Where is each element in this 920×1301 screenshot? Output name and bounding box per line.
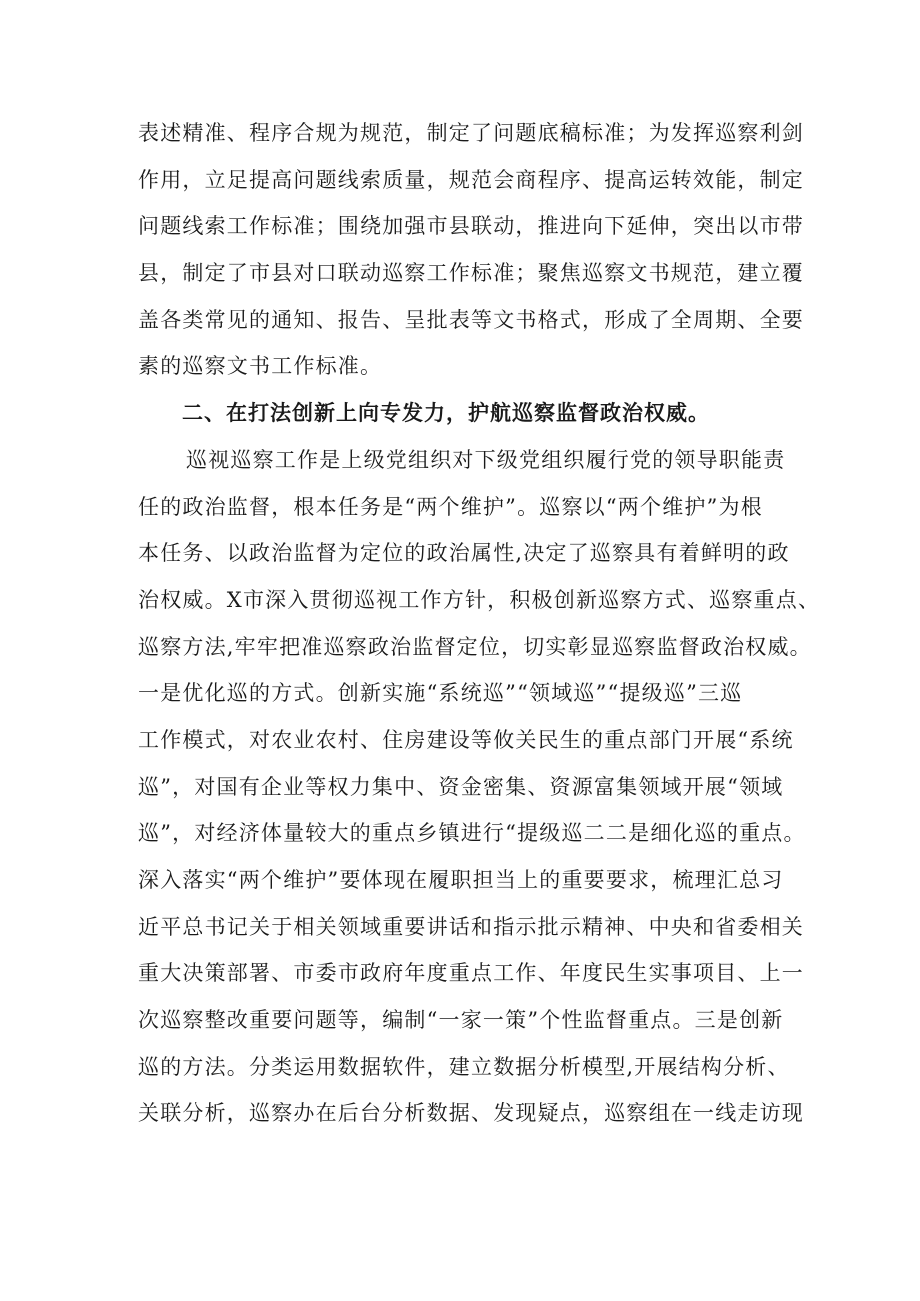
- paragraph-line: 任的政治监督，根本任务是“两个维护”。巡察以“两个维护”为根: [138, 494, 763, 519]
- paragraph-line: 治权威。X市深入贯彻巡视工作方针，积极创新巡察方式、巡察重点、: [138, 587, 821, 612]
- paragraph-line: 巡”，对国有企业等权力集中、资金密集、资源富集领域开展“领域: [138, 774, 784, 799]
- paragraph-line: 工作模式，对农业农村、住房建设等攸关民生的重点部门开展“系统: [138, 727, 794, 752]
- paragraph-line: 次巡察整改重要问题等，编制“一家一策”个性监督重点。三是创新: [138, 1008, 784, 1033]
- paragraph-line: 近平总书记关于相关领域重要讲话和指示批示精神、中央和省委相关: [138, 914, 804, 939]
- paragraph-line: 重大决策部署、市委市政府年度重点工作、年度民生实事项目、上一: [138, 961, 804, 986]
- paragraph-line: 巡视巡察工作是上级党组织对下级党组织履行党的领导职能责: [186, 447, 786, 472]
- paragraph-line: 一是优化巡的方式。创新实施“系统巡”“领域巡”“提级巡”三巡: [138, 681, 743, 706]
- paragraph-line: 素的巡察文书工作标准。: [138, 354, 383, 379]
- paragraph-line: 巡的方法。分类运用数据软件，建立数据分析模型,开展结构分析、: [138, 1054, 790, 1079]
- document-body: [138, 110, 821, 1137]
- paragraph-line: 关联分析，巡察办在后台分析数据、发现疑点，巡察组在一线走访现: [138, 1101, 804, 1126]
- paragraph-line: 盖各类常见的通知、报告、呈批表等文书格式，形成了全周期、全要: [138, 307, 804, 332]
- paragraph-line: 作用，立足提高问题线索质量，规范会商程序、提高运转效能，制定: [138, 167, 804, 192]
- paragraph-line: 表述精准、程序合规为规范，制定了问题底稿标准；为发挥巡察利剑: [138, 121, 804, 145]
- paragraph-line: 深入落实“两个维护”要体现在履职担当上的重要要求，梳理汇总习: [138, 868, 784, 892]
- section-heading: 二、在打法创新上向专发力，护航巡察监督政治权威。: [182, 401, 710, 426]
- paragraph-line: 本任务、以政治监督为定位的政治属性,决定了巡察具有着鲜明的政: [138, 541, 790, 566]
- paragraph-line: 巡察方法,牢牢把准巡察政治监督定位，切实彰显巡察监督政治权威。: [138, 634, 812, 659]
- paragraph-line: 县，制定了市县对口联动巡察工作标准；聚焦巡察文书规范，建立覆: [138, 261, 804, 286]
- paragraph-line: 问题线索工作标准；围绕加强市县联动，推进向下延伸，突出以市带: [138, 214, 804, 239]
- paragraph-line: 巡”，对经济体量较大的重点乡镇进行“提级巡二二是细化巡的重点。: [138, 821, 806, 846]
